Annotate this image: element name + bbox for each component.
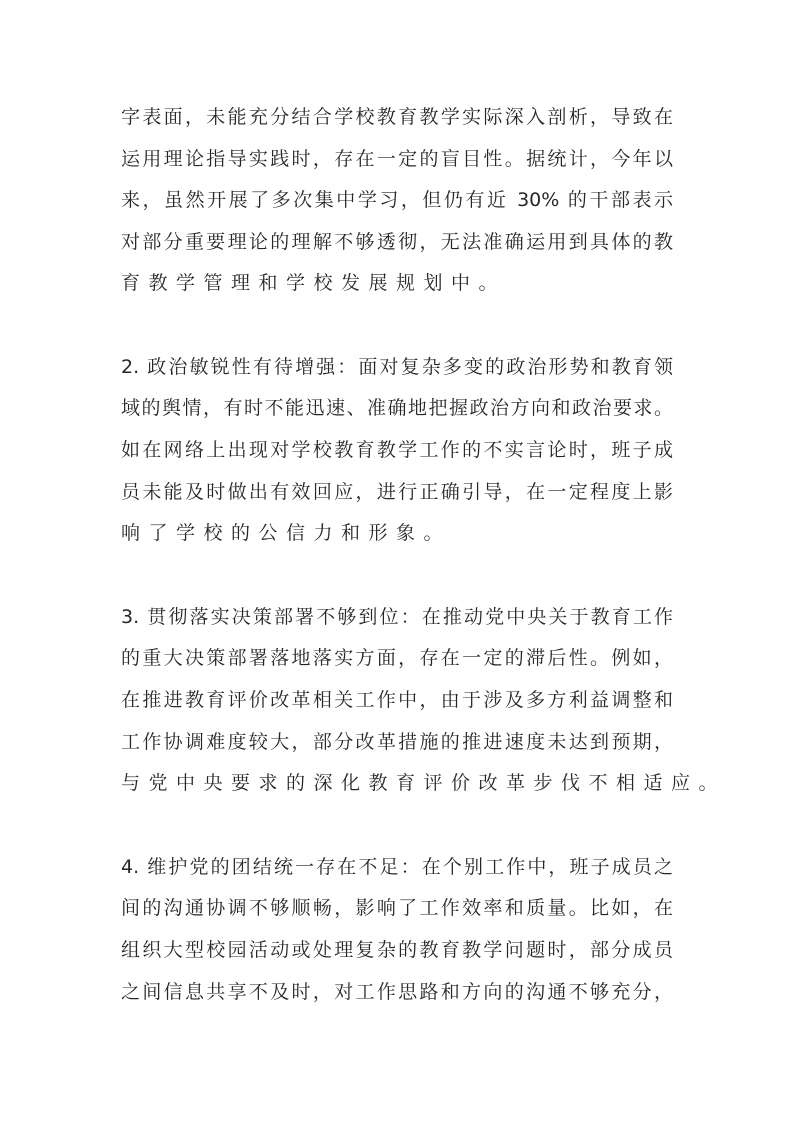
paragraph-heading-line: 4. 维护党的团结统一存在不足：在个别工作中，班子成员之 [121, 856, 673, 878]
text-line: 响了学校的公信力和形象。 [121, 522, 452, 544]
text-line: 育教学管理和学校发展规划中。 [121, 272, 507, 294]
text-line: 如在网络上出现对学校教育教学工作的不实言论时，班子成 [121, 439, 673, 461]
text-line: 在推进教育评价改革相关工作中，由于涉及多方利益调整和 [121, 689, 673, 711]
text-line: 对部分重要理论的理解不够透彻，无法准确运用到具体的教 [121, 231, 673, 253]
paragraph-heading-line: 2. 政治敏锐性有待增强：面对复杂多变的政治形势和教育领 [121, 356, 673, 378]
text-line: 之间信息共享不及时，对工作思路和方向的沟通不够充分， [121, 981, 673, 1003]
text-line: 字表面，未能充分结合学校教育教学实际深入剖析，导致在 [121, 106, 673, 128]
text-line: 员未能及时做出有效回应，进行正确引导，在一定程度上影 [121, 481, 673, 503]
paragraph-heading-line: 3. 贯彻落实决策部署不够到位：在推动党中央关于教育工作 [121, 606, 673, 628]
text-line: 组织大型校园活动或处理复杂的教育教学问题时，部分成员 [121, 939, 673, 961]
text-line: 间的沟通协调不够顺畅，影响了工作效率和质量。比如，在 [121, 897, 673, 919]
text-line: 来，虽然开展了多次集中学习，但仍有近 30% 的干部表示 [121, 189, 673, 211]
text-line: 的重大决策部署落地落实方面，存在一定的滞后性。例如， [121, 647, 673, 669]
text-line: 工作协调难度较大，部分改革措施的推进速度未达到预期， [121, 731, 673, 753]
text-line: 与党中央要求的深化教育评价改革步伐不相适应。 [121, 772, 727, 794]
text-line: 域的舆情，有时不能迅速、准确地把握政治方向和政治要求。 [121, 397, 673, 419]
text-line: 运用理论指导实践时，存在一定的盲目性。据统计，今年以 [121, 148, 673, 170]
